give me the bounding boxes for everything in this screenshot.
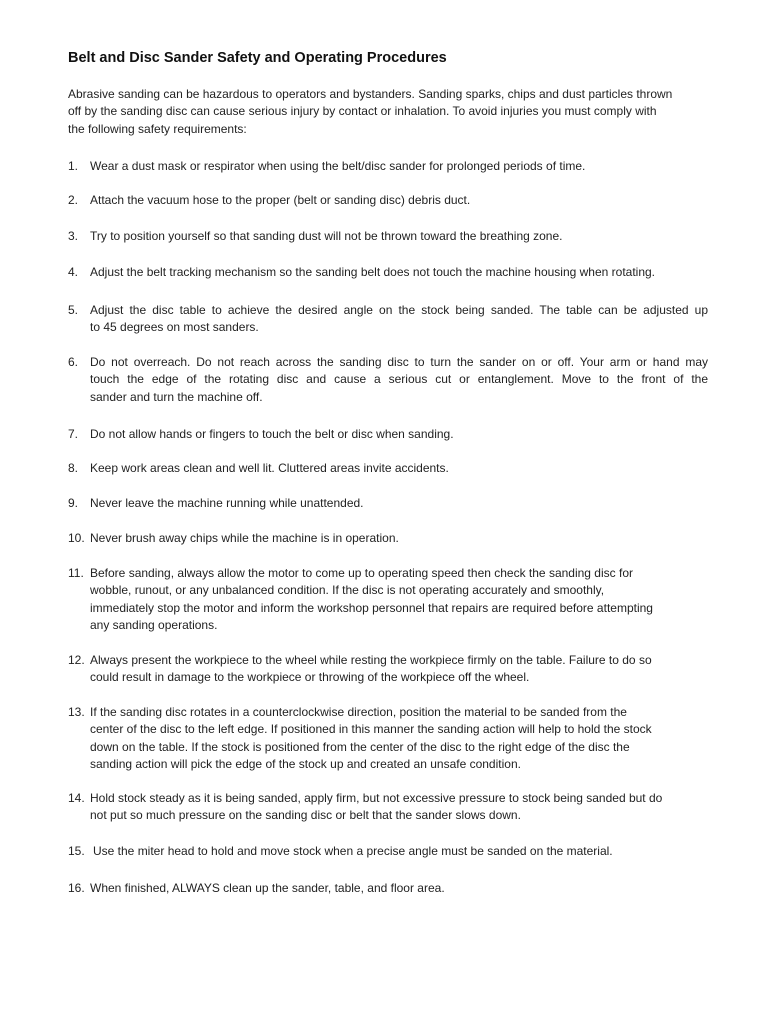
list-item-line: Always present the workpiece to the wheel while resting the workpiece firmly on the table. Failure to do so (90, 653, 652, 667)
list-item-line: wobble, runout, or any unbalanced condition. If the disc is not operating accurately and smoothly, (90, 583, 605, 598)
list-item-number: 15. (68, 844, 85, 858)
list-item-line: Use the miter head to hold and move stock when a precise angle must be sanded on the material. (93, 844, 613, 858)
list-item-line: could result in damage to the workpiece or throwing of the workpiece off the wheel. (90, 670, 530, 685)
list-item-text (90, 495, 708, 512)
list-item-text (90, 790, 708, 825)
intro-line: the following safety requirements: (68, 121, 247, 136)
list-item-line: to 45 degrees on most sanders. (90, 320, 259, 335)
list-item-line: Attach the vacuum hose to the proper (belt or sanding disc) debris duct. (90, 193, 471, 207)
list-item-line: Wear a dust mask or respirator when using the belt/disc sander for prolonged periods of time. (90, 159, 586, 173)
list-item-number: 10. (68, 531, 85, 545)
list-item-text (90, 302, 708, 337)
list-item-line: Never brush away chips while the machine is in operation. (90, 531, 399, 545)
list-item-line: immediately stop the motor and inform the workshop personnel that repairs are required before attempting (90, 600, 653, 615)
list-item-text (90, 228, 708, 245)
list-item-number: 13. (68, 705, 85, 719)
list-item-line: down on the table. If the stock is positioned from the center of the disc to the right edge of the disc the (90, 739, 630, 754)
list-item-line: If the sanding disc rotates in a counterclockwise direction, position the material to be sanded from the (90, 705, 627, 719)
list-item-line: touch the edge of the rotating disc and cause a serious cut or entanglement. Move to the front of the (90, 372, 708, 387)
list-item-number: 3. (68, 229, 79, 243)
list-item-number: 6. (68, 355, 79, 369)
list-item-text (90, 192, 708, 209)
list-item-line: not put so much pressure on the sanding disc or belt that the sander slows down. (90, 808, 521, 823)
list-item-number: 2. (68, 193, 79, 207)
list-item-number: 12. (68, 653, 85, 667)
list-item-number: 7. (68, 427, 79, 441)
list-item-line: center of the disc to the left edge. If positioned in this manner the sanding action will help to hold the stock (90, 722, 652, 737)
list-item-number: 8. (68, 461, 79, 475)
list-item-text (93, 843, 711, 860)
list-item-line: Before sanding, always allow the motor to come up to operating speed then check the sanding disc for (90, 566, 633, 580)
list-item-text (90, 652, 708, 687)
list-item-number: 11. (68, 566, 84, 580)
list-item-line: Do not overreach. Do not reach across the sanding disc to turn the sander on or off. Your arm or hand may (90, 355, 708, 369)
list-item-line: Keep work areas clean and well lit. Cluttered areas invite accidents. (90, 461, 449, 475)
list-item-text (90, 158, 708, 175)
list-item-number: 16. (68, 881, 85, 895)
list-item-number: 1. (68, 159, 79, 173)
list-item-line: Hold stock steady as it is being sanded, apply firm, but not excessive pressure to stock being sanded but do (90, 791, 663, 805)
list-item-number: 5. (68, 303, 79, 317)
list-item-text (90, 460, 708, 477)
list-item-line: When finished, ALWAYS clean up the sander, table, and floor area. (90, 881, 445, 895)
list-item-text (90, 704, 708, 773)
list-item-text (90, 530, 708, 547)
list-item-text (90, 426, 708, 443)
list-item-line: sander and turn the machine off. (90, 389, 263, 404)
list-item-number: 9. (68, 496, 79, 510)
intro-line: Abrasive sanding can be hazardous to operators and bystanders. Sanding sparks, chips and dust particles thrown (68, 87, 673, 101)
list-item-line: Try to position yourself so that sanding dust will not be thrown toward the breathing zone. (90, 229, 563, 243)
list-item-line: sanding action will pick the edge of the stock up and created an unsafe condition. (90, 756, 521, 771)
intro-paragraph (68, 86, 708, 138)
list-item-line: Adjust the belt tracking mechanism so the sanding belt does not touch the machine housing when rotating. (90, 265, 656, 279)
intro-line: off by the sanding disc can cause serious injury by contact or inhalation. To avoid injuries you must comply with (68, 104, 657, 119)
list-item-number: 4. (68, 265, 79, 279)
list-item-line: Adjust the disc table to achieve the desired angle on the stock being sanded. The table can be adjusted up (90, 303, 708, 317)
list-item-line: Never leave the machine running while unattended. (90, 496, 364, 510)
list-item-text (90, 264, 708, 281)
list-item-text (90, 354, 708, 406)
list-item-number: 14. (68, 791, 85, 805)
list-item-line: any sanding operations. (90, 617, 218, 632)
document-title: Belt and Disc Sander Safety and Operating Procedures (68, 50, 447, 66)
list-item-text (90, 880, 708, 897)
list-item-line: Do not allow hands or fingers to touch the belt or disc when sanding. (90, 427, 454, 441)
list-item-text (90, 565, 708, 634)
